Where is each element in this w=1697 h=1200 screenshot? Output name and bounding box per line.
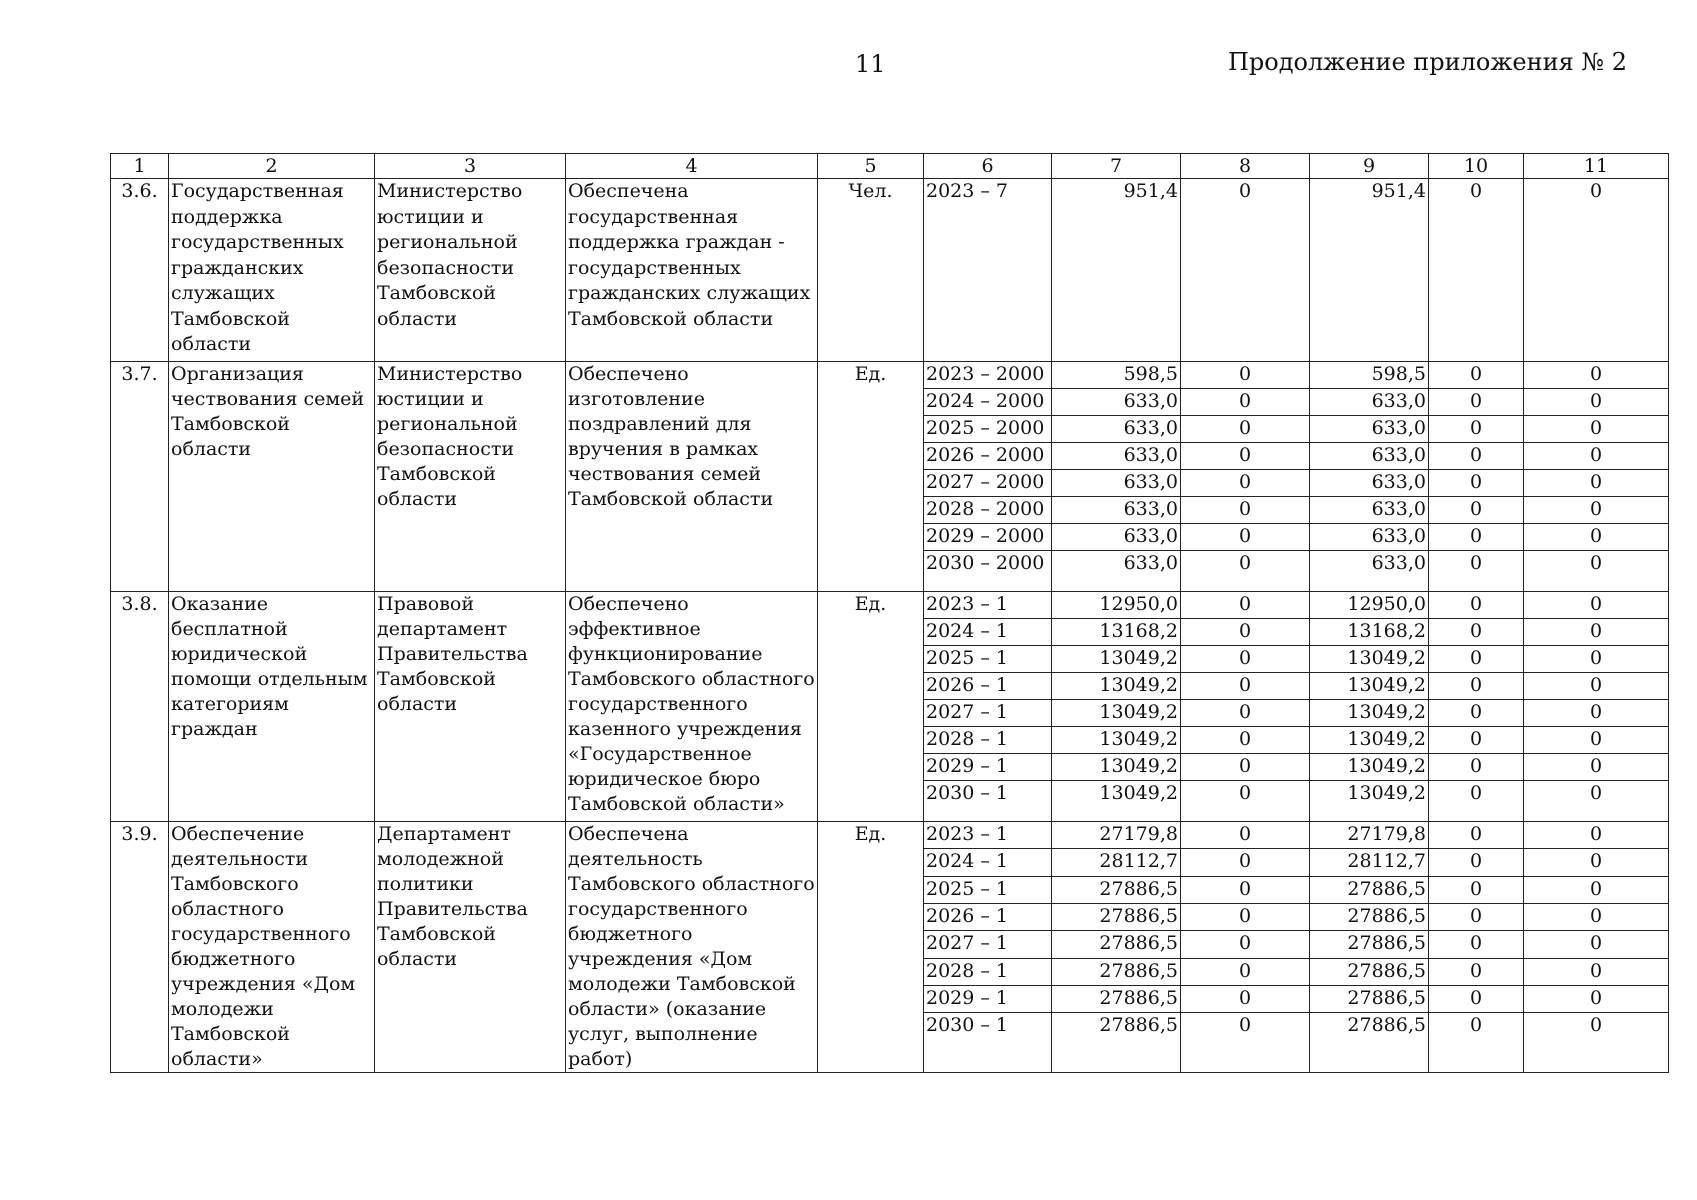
total-amount: 27886,5 — [1052, 958, 1181, 985]
measure-row — [111, 362, 1669, 389]
page-number: 11 — [855, 50, 886, 78]
column-number: 2 — [169, 154, 375, 179]
federal-amount: 0 — [1181, 551, 1310, 592]
federal-amount: 0 — [1181, 592, 1310, 619]
column-number: 4 — [566, 154, 818, 179]
other-amount: 0 — [1524, 524, 1669, 551]
column-number: 5 — [818, 154, 924, 179]
federal-amount: 0 — [1181, 1013, 1310, 1073]
local-amount: 0 — [1429, 931, 1524, 958]
local-amount: 0 — [1429, 958, 1524, 985]
measure-unit: Ед. — [818, 822, 924, 1073]
regional-amount: 27886,5 — [1310, 903, 1429, 930]
regional-amount: 27886,5 — [1310, 985, 1429, 1012]
measure-number: 3.8. — [111, 592, 169, 822]
measure-name: Обеспечение деятельности Тамбовского областного государственного бюджетного учреждения «Дом молодежи Тамбовской области» — [169, 822, 375, 1073]
local-amount: 0 — [1429, 876, 1524, 903]
federal-amount: 0 — [1181, 822, 1310, 849]
year-value: 2025 – 1 — [924, 876, 1052, 903]
other-amount: 0 — [1524, 362, 1669, 389]
federal-amount: 0 — [1181, 876, 1310, 903]
total-amount: 13049,2 — [1052, 754, 1181, 781]
local-amount: 0 — [1429, 646, 1524, 673]
local-amount: 0 — [1429, 524, 1524, 551]
year-value: 2028 – 1 — [924, 727, 1052, 754]
local-amount: 0 — [1429, 443, 1524, 470]
other-amount: 0 — [1524, 551, 1669, 592]
total-amount: 633,0 — [1052, 470, 1181, 497]
regional-amount: 12950,0 — [1310, 592, 1429, 619]
regional-amount: 633,0 — [1310, 524, 1429, 551]
federal-amount: 0 — [1181, 903, 1310, 930]
total-amount: 633,0 — [1052, 443, 1181, 470]
measure-executor: Департамент молодежной политики Правительства Тамбовской области — [375, 822, 566, 1073]
federal-amount: 0 — [1181, 524, 1310, 551]
measure-name: Организация чествования семей Тамбовской области — [169, 362, 375, 592]
local-amount: 0 — [1429, 754, 1524, 781]
other-amount: 0 — [1524, 781, 1669, 822]
local-amount: 0 — [1429, 551, 1524, 592]
measure-row — [111, 592, 1669, 619]
local-amount: 0 — [1429, 389, 1524, 416]
total-amount: 13049,2 — [1052, 673, 1181, 700]
other-amount: 0 — [1524, 673, 1669, 700]
other-amount: 0 — [1524, 179, 1669, 362]
other-amount: 0 — [1524, 754, 1669, 781]
year-value: 2028 – 1 — [924, 958, 1052, 985]
other-amount: 0 — [1524, 619, 1669, 646]
year-value: 2029 – 1 — [924, 754, 1052, 781]
total-amount: 633,0 — [1052, 524, 1181, 551]
local-amount: 0 — [1429, 362, 1524, 389]
column-number: 6 — [924, 154, 1052, 179]
column-number: 3 — [375, 154, 566, 179]
measure-result: Обеспечена деятельность Тамбовского областного государственного бюджетного учреждения «Дом молодежи Тамбовской области» (оказание услуг, выполнение работ) — [566, 822, 818, 1073]
local-amount: 0 — [1429, 497, 1524, 524]
federal-amount: 0 — [1181, 849, 1310, 876]
other-amount: 0 — [1524, 931, 1669, 958]
regional-amount: 13049,2 — [1310, 781, 1429, 822]
year-value: 2029 – 1 — [924, 985, 1052, 1012]
year-value: 2025 – 2000 — [924, 416, 1052, 443]
local-amount: 0 — [1429, 849, 1524, 876]
measure-row — [111, 179, 1669, 362]
total-amount: 13049,2 — [1052, 727, 1181, 754]
other-amount: 0 — [1524, 903, 1669, 930]
federal-amount: 0 — [1181, 781, 1310, 822]
total-amount: 27886,5 — [1052, 876, 1181, 903]
other-amount: 0 — [1524, 985, 1669, 1012]
federal-amount: 0 — [1181, 700, 1310, 727]
total-amount: 27886,5 — [1052, 1013, 1181, 1073]
total-amount: 13049,2 — [1052, 781, 1181, 822]
measure-unit: Ед. — [818, 362, 924, 592]
other-amount: 0 — [1524, 727, 1669, 754]
other-amount: 0 — [1524, 1013, 1669, 1073]
measure-name: Оказание бесплатной юридической помощи отдельным категориям граждан — [169, 592, 375, 822]
local-amount: 0 — [1429, 179, 1524, 362]
other-amount: 0 — [1524, 389, 1669, 416]
regional-amount: 13049,2 — [1310, 646, 1429, 673]
year-value: 2024 – 1 — [924, 849, 1052, 876]
appendix-continuation-label: Продолжение приложения № 2 — [1227, 48, 1627, 76]
measure-executor: Правовой департамент Правительства Тамбовской области — [375, 592, 566, 822]
measure-number: 3.7. — [111, 362, 169, 592]
regional-amount: 27886,5 — [1310, 931, 1429, 958]
year-value: 2023 – 2000 — [924, 362, 1052, 389]
federal-amount: 0 — [1181, 470, 1310, 497]
year-value: 2026 – 2000 — [924, 443, 1052, 470]
regional-amount: 633,0 — [1310, 416, 1429, 443]
federal-amount: 0 — [1181, 985, 1310, 1012]
regional-amount: 633,0 — [1310, 389, 1429, 416]
year-value: 2024 – 2000 — [924, 389, 1052, 416]
other-amount: 0 — [1524, 497, 1669, 524]
year-value: 2026 – 1 — [924, 673, 1052, 700]
regional-amount: 13049,2 — [1310, 727, 1429, 754]
total-amount: 633,0 — [1052, 416, 1181, 443]
local-amount: 0 — [1429, 592, 1524, 619]
measure-unit: Ед. — [818, 592, 924, 822]
year-value: 2028 – 2000 — [924, 497, 1052, 524]
other-amount: 0 — [1524, 416, 1669, 443]
federal-amount: 0 — [1181, 179, 1310, 362]
measure-number: 3.6. — [111, 179, 169, 362]
federal-amount: 0 — [1181, 673, 1310, 700]
other-amount: 0 — [1524, 592, 1669, 619]
local-amount: 0 — [1429, 822, 1524, 849]
other-amount: 0 — [1524, 822, 1669, 849]
regional-amount: 13049,2 — [1310, 700, 1429, 727]
local-amount: 0 — [1429, 985, 1524, 1012]
local-amount: 0 — [1429, 727, 1524, 754]
local-amount: 0 — [1429, 470, 1524, 497]
other-amount: 0 — [1524, 470, 1669, 497]
year-value: 2030 – 1 — [924, 1013, 1052, 1073]
column-number: 9 — [1310, 154, 1429, 179]
column-number-row — [111, 154, 1669, 179]
measure-result: Обеспечено эффективное функционирование Тамбовского областного государственного казенного учреждения «Государственное юридическое бюро Тамбовской области» — [566, 592, 818, 822]
year-value: 2023 – 1 — [924, 592, 1052, 619]
total-amount: 13049,2 — [1052, 646, 1181, 673]
local-amount: 0 — [1429, 1013, 1524, 1073]
year-value: 2023 – 7 — [924, 179, 1052, 362]
total-amount: 27886,5 — [1052, 903, 1181, 930]
local-amount: 0 — [1429, 416, 1524, 443]
measure-name: Государственная поддержка государственных гражданских служащих Тамбовской области — [169, 179, 375, 362]
column-number: 10 — [1429, 154, 1524, 179]
federal-amount: 0 — [1181, 931, 1310, 958]
measure-executor: Министерство юстиции и региональной безопасности Тамбовской области — [375, 362, 566, 592]
regional-amount: 633,0 — [1310, 497, 1429, 524]
other-amount: 0 — [1524, 876, 1669, 903]
regional-amount: 27179,8 — [1310, 822, 1429, 849]
program-measures-table — [110, 153, 1669, 1073]
year-value: 2025 – 1 — [924, 646, 1052, 673]
federal-amount: 0 — [1181, 497, 1310, 524]
measure-result: Обеспечена государственная поддержка граждан - государственных гражданских служащих Тамбовской области — [566, 179, 818, 362]
measure-unit: Чел. — [818, 179, 924, 362]
total-amount: 633,0 — [1052, 551, 1181, 592]
federal-amount: 0 — [1181, 416, 1310, 443]
column-number: 7 — [1052, 154, 1181, 179]
year-value: 2023 – 1 — [924, 822, 1052, 849]
year-value: 2030 – 1 — [924, 781, 1052, 822]
measure-executor: Министерство юстиции и региональной безопасности Тамбовской области — [375, 179, 566, 362]
federal-amount: 0 — [1181, 727, 1310, 754]
federal-amount: 0 — [1181, 389, 1310, 416]
federal-amount: 0 — [1181, 754, 1310, 781]
total-amount: 951,4 — [1052, 179, 1181, 362]
measure-result: Обеспечено изготовление поздравлений для вручения в рамках чествования семей Тамбовской области — [566, 362, 818, 592]
local-amount: 0 — [1429, 673, 1524, 700]
total-amount: 12950,0 — [1052, 592, 1181, 619]
federal-amount: 0 — [1181, 646, 1310, 673]
year-value: 2027 – 2000 — [924, 470, 1052, 497]
federal-amount: 0 — [1181, 619, 1310, 646]
total-amount: 633,0 — [1052, 389, 1181, 416]
measure-row — [111, 822, 1669, 849]
other-amount: 0 — [1524, 443, 1669, 470]
total-amount: 13168,2 — [1052, 619, 1181, 646]
local-amount: 0 — [1429, 903, 1524, 930]
total-amount: 598,5 — [1052, 362, 1181, 389]
total-amount: 27179,8 — [1052, 822, 1181, 849]
regional-amount: 633,0 — [1310, 470, 1429, 497]
regional-amount: 633,0 — [1310, 443, 1429, 470]
regional-amount: 28112,7 — [1310, 849, 1429, 876]
regional-amount: 27886,5 — [1310, 958, 1429, 985]
measure-number: 3.9. — [111, 822, 169, 1073]
other-amount: 0 — [1524, 958, 1669, 985]
regional-amount: 13168,2 — [1310, 619, 1429, 646]
regional-amount: 951,4 — [1310, 179, 1429, 362]
federal-amount: 0 — [1181, 958, 1310, 985]
federal-amount: 0 — [1181, 362, 1310, 389]
regional-amount: 13049,2 — [1310, 673, 1429, 700]
regional-amount: 27886,5 — [1310, 1013, 1429, 1073]
regional-amount: 27886,5 — [1310, 876, 1429, 903]
year-value: 2027 – 1 — [924, 700, 1052, 727]
other-amount: 0 — [1524, 849, 1669, 876]
total-amount: 28112,7 — [1052, 849, 1181, 876]
year-value: 2024 – 1 — [924, 619, 1052, 646]
local-amount: 0 — [1429, 700, 1524, 727]
total-amount: 27886,5 — [1052, 931, 1181, 958]
column-number: 1 — [111, 154, 169, 179]
regional-amount: 13049,2 — [1310, 754, 1429, 781]
year-value: 2030 – 2000 — [924, 551, 1052, 592]
total-amount: 13049,2 — [1052, 700, 1181, 727]
federal-amount: 0 — [1181, 443, 1310, 470]
local-amount: 0 — [1429, 781, 1524, 822]
year-value: 2026 – 1 — [924, 903, 1052, 930]
column-number: 8 — [1181, 154, 1310, 179]
local-amount: 0 — [1429, 619, 1524, 646]
total-amount: 633,0 — [1052, 497, 1181, 524]
column-number: 11 — [1524, 154, 1669, 179]
regional-amount: 633,0 — [1310, 551, 1429, 592]
year-value: 2029 – 2000 — [924, 524, 1052, 551]
total-amount: 27886,5 — [1052, 985, 1181, 1012]
other-amount: 0 — [1524, 646, 1669, 673]
regional-amount: 598,5 — [1310, 362, 1429, 389]
other-amount: 0 — [1524, 700, 1669, 727]
year-value: 2027 – 1 — [924, 931, 1052, 958]
